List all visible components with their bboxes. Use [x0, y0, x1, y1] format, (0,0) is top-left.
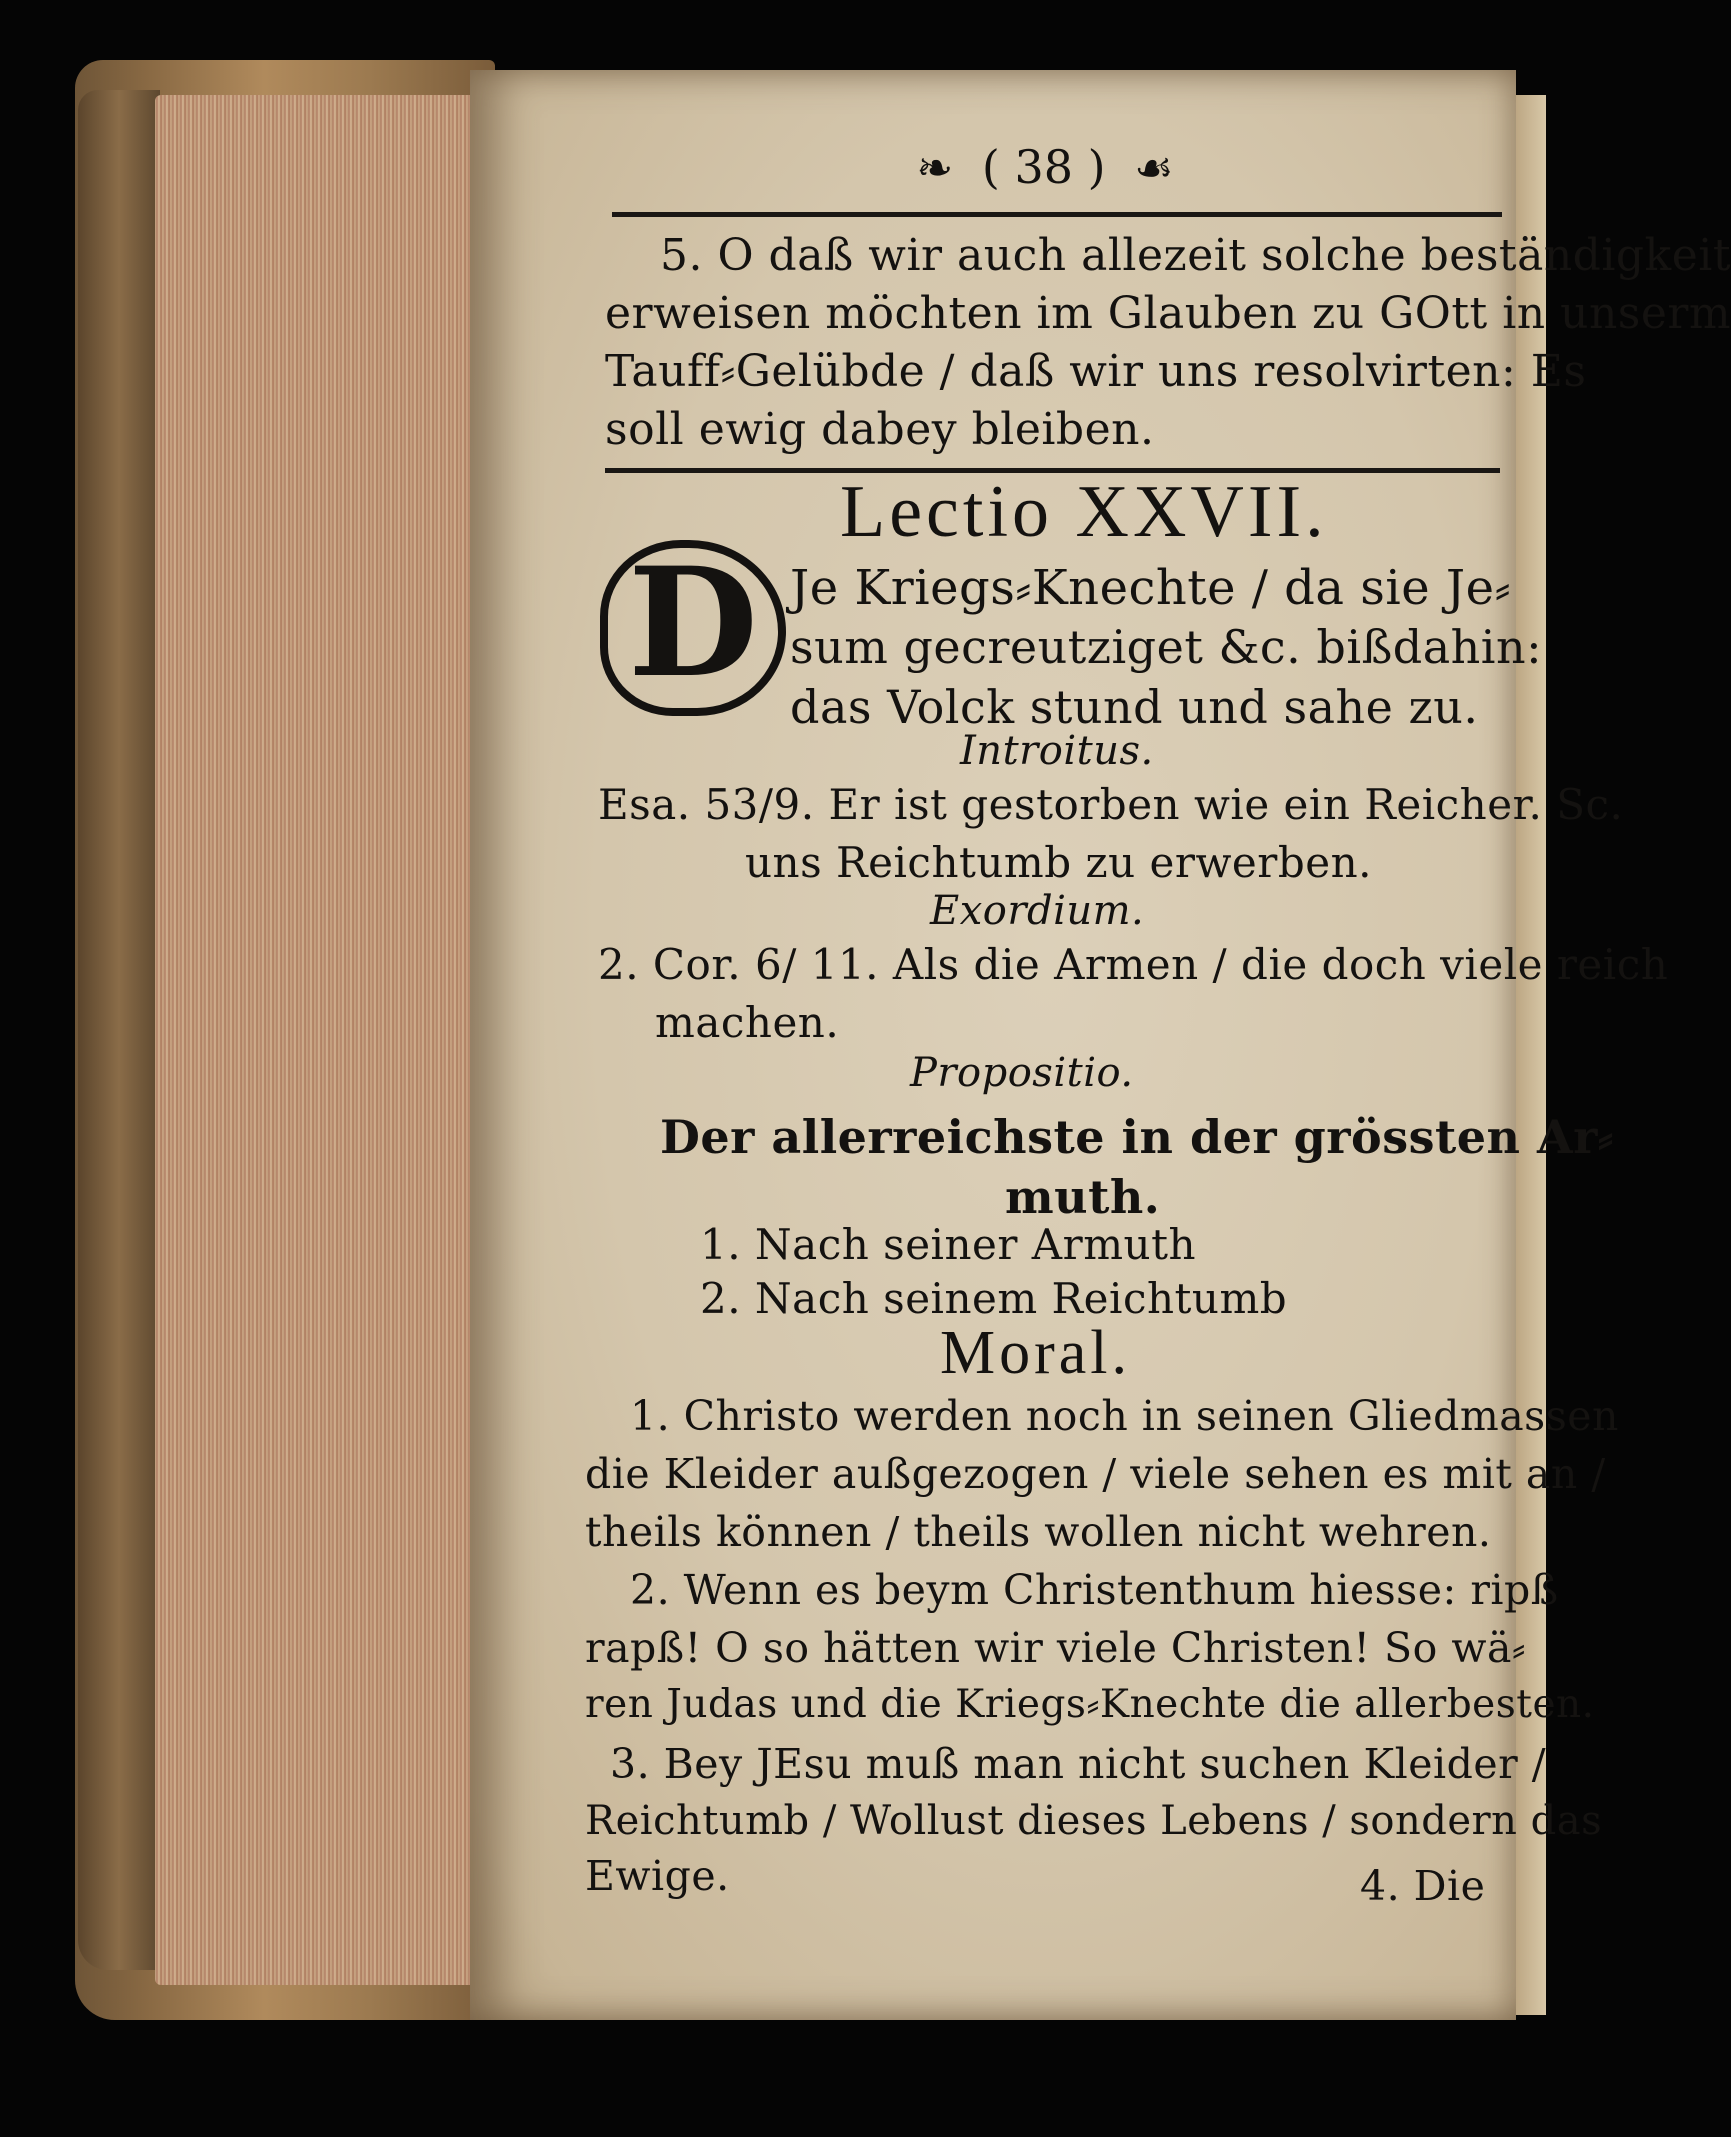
propositio-line: Der allerreichste in der grössten Ar⸗ — [660, 1110, 1614, 1164]
catchword: 4. Die — [1360, 1862, 1486, 1910]
exordium-line: machen. — [655, 998, 840, 1047]
lectio-title: Lectio XXVII. — [840, 471, 1328, 553]
book-spine — [78, 90, 160, 1970]
moral-line: Ewige. — [585, 1852, 730, 1900]
moral-line: die Kleider außgezogen / viele sehen es mit an / — [585, 1450, 1606, 1498]
page-header — [595, 140, 1495, 194]
moral-line: ren Judas und die Kriegs⸗Knechte die allerbesten. — [585, 1682, 1595, 1727]
introitus-heading: Introitus. — [960, 728, 1154, 774]
propositio-line: muth. — [1005, 1170, 1161, 1224]
lectio-line: sum gecreutziget &c. bißdahin: — [790, 620, 1543, 674]
exordium-heading: Exordium. — [930, 888, 1145, 934]
prev-text-line: soll ewig dabey bleiben. — [605, 404, 1155, 455]
page-edges — [155, 95, 485, 1985]
propositio-heading: Propositio. — [910, 1050, 1134, 1096]
introitus-line: Esa. 53/9. Er ist gestorben wie ein Reicher. Sc. — [598, 780, 1624, 829]
moral-heading: Moral. — [940, 1319, 1132, 1387]
exordium-line: 2. Cor. 6/ 11. Als die Armen / die doch viele reich — [598, 940, 1669, 989]
header-rule — [612, 212, 1502, 217]
moral-line: Reichtumb / Wollust dieses Lebens / sondern das — [585, 1798, 1603, 1844]
lectio-line: Je Kriegs⸗Knechte / da sie Je⸗ — [790, 560, 1512, 616]
moral-line: rapß! O so hätten wir viele Christen! So wä⸗ — [585, 1624, 1527, 1672]
lectio-line: das Volck stund und sahe zu. — [790, 680, 1479, 734]
prev-text-line: 5. O daß wir auch allezeit solche beständigkeit — [660, 230, 1731, 281]
moral-line: theils können / theils wollen nicht wehren. — [585, 1508, 1492, 1556]
moral-line: 2. Wenn es beym Christenthum hiesse: ripß — [630, 1566, 1559, 1614]
propositio-point: 1. Nach seiner Armuth — [700, 1220, 1197, 1269]
moral-line: 3. Bey JEsu muß man nicht suchen Kleider / — [610, 1740, 1547, 1788]
ornament-left-icon: ❧ — [916, 143, 954, 194]
propositio-point: 2. Nach seinem Reichtumb — [700, 1274, 1288, 1323]
dropcap-letter: D — [600, 540, 786, 716]
page-number: ( 38 ) — [981, 140, 1106, 194]
introitus-line: uns Reichtumb zu erwerben. — [745, 838, 1372, 887]
ornament-right-icon: ☙ — [1134, 143, 1174, 194]
prev-text-line: erweisen möchten im Glauben zu GOtt in unserm — [605, 288, 1731, 339]
prev-text-line: Tauff⸗Gelübde / daß wir uns resolvirten: Es — [605, 346, 1587, 397]
moral-line: 1. Christo werden noch in seinen Gliedmassen — [630, 1392, 1619, 1440]
